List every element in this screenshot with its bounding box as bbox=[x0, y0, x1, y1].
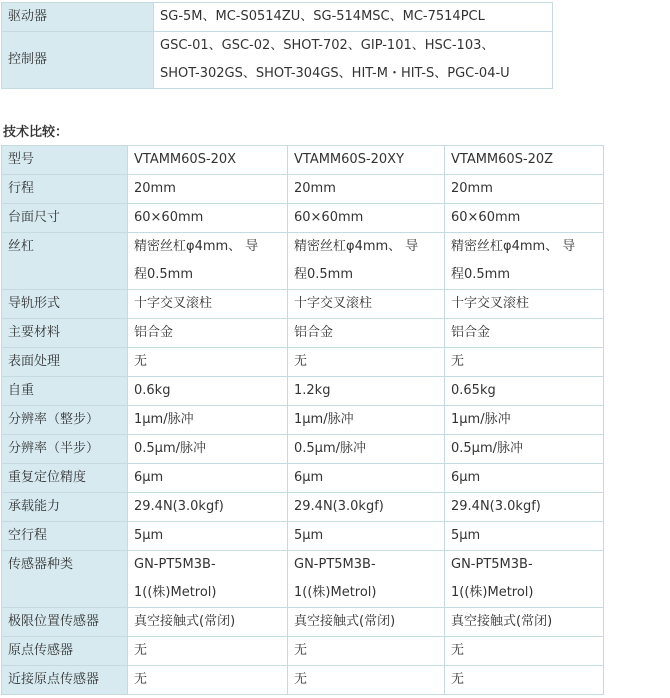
table-row bbox=[2, 377, 604, 406]
row-label: 表面处理 bbox=[2, 348, 128, 377]
table-cell: 1μm/脉冲 bbox=[128, 406, 288, 435]
cell-line: 程0.5mm bbox=[451, 267, 511, 282]
row-label: 原点传感器 bbox=[2, 637, 128, 666]
table-cell: 无 bbox=[128, 666, 288, 695]
table-row bbox=[2, 406, 604, 435]
table-cell: 真空接触式(常闭) bbox=[128, 608, 288, 637]
table-cell bbox=[445, 551, 604, 608]
row-label: 极限位置传感器 bbox=[2, 608, 128, 637]
spec-comparison-table bbox=[1, 145, 604, 695]
row-label: 近接原点传感器 bbox=[2, 666, 128, 695]
table-cell: 无 bbox=[128, 348, 288, 377]
table-cell: 无 bbox=[445, 637, 604, 666]
cell-line: GN-PT5M3B- bbox=[451, 557, 533, 572]
table-cell: VTAMM60S-20X bbox=[128, 146, 288, 175]
table-cell: 无 bbox=[288, 666, 445, 695]
table-cell: 无 bbox=[288, 348, 445, 377]
table-row bbox=[2, 32, 553, 89]
table-cell: 60×60mm bbox=[288, 204, 445, 233]
row-label: 行程 bbox=[2, 175, 128, 204]
table-row bbox=[2, 290, 604, 319]
row-label: 重复定位精度 bbox=[2, 464, 128, 493]
compatible-devices-table bbox=[1, 2, 553, 89]
table-cell: 真空接触式(常闭) bbox=[288, 608, 445, 637]
table-cell: 十字交叉滚柱 bbox=[128, 290, 288, 319]
row-label: 分辨率（整步） bbox=[2, 406, 128, 435]
table-row bbox=[2, 551, 604, 608]
row-value: SG-5M、MC-S0514ZU、SG-514MSC、MC-7514PCL bbox=[154, 3, 553, 32]
table-cell bbox=[128, 551, 288, 608]
table-cell: 无 bbox=[288, 637, 445, 666]
table-row bbox=[2, 233, 604, 290]
table-cell: 十字交叉滚柱 bbox=[288, 290, 445, 319]
cell-line: GN-PT5M3B- bbox=[134, 557, 216, 572]
row-label: 控制器 bbox=[2, 32, 154, 89]
cell-line: 精密丝杠φ4mm、 导 bbox=[134, 239, 259, 254]
table-cell: VTAMM60S-20XY bbox=[288, 146, 445, 175]
row-label: 分辨率（半步） bbox=[2, 435, 128, 464]
table-row bbox=[2, 464, 604, 493]
table-cell: 6μm bbox=[288, 464, 445, 493]
cell-line: 1((株)Metrol) bbox=[134, 585, 217, 600]
table-cell: 60×60mm bbox=[445, 204, 604, 233]
value-line: SHOT-302GS、SHOT-304GS、HIT-M・HIT-S、PGC-04-U bbox=[160, 66, 510, 81]
table-cell: 铝合金 bbox=[445, 319, 604, 348]
table-cell: 29.4N(3.0kgf) bbox=[445, 493, 604, 522]
table-cell: 29.4N(3.0kgf) bbox=[128, 493, 288, 522]
table-cell: 无 bbox=[445, 348, 604, 377]
cell-line: GN-PT5M3B- bbox=[294, 557, 376, 572]
table-cell: 1μm/脉冲 bbox=[288, 406, 445, 435]
table-cell: 无 bbox=[128, 637, 288, 666]
table-cell bbox=[288, 551, 445, 608]
table-cell: 5μm bbox=[128, 522, 288, 551]
row-label: 承载能力 bbox=[2, 493, 128, 522]
table-row bbox=[2, 3, 553, 32]
table-cell: 6μm bbox=[128, 464, 288, 493]
row-label: 型号 bbox=[2, 146, 128, 175]
cell-line: 精密丝杠φ4mm、 导 bbox=[294, 239, 419, 254]
table-cell: 无 bbox=[445, 666, 604, 695]
table-cell bbox=[288, 233, 445, 290]
row-label: 空行程 bbox=[2, 522, 128, 551]
section-heading: 技术比较： bbox=[3, 125, 69, 140]
row-value bbox=[154, 32, 553, 89]
cell-line: 程0.5mm bbox=[294, 267, 354, 282]
table-cell: 1μm/脉冲 bbox=[445, 406, 604, 435]
table-cell: 0.5μm/脉冲 bbox=[445, 435, 604, 464]
table-cell: 0.5μm/脉冲 bbox=[128, 435, 288, 464]
table-row bbox=[2, 435, 604, 464]
table-cell: 1.2kg bbox=[288, 377, 445, 406]
row-label: 传感器种类 bbox=[2, 551, 128, 608]
table-cell: 0.5μm/脉冲 bbox=[288, 435, 445, 464]
cell-line: 1((株)Metrol) bbox=[451, 585, 534, 600]
table-row bbox=[2, 175, 604, 204]
table-cell: 6μm bbox=[445, 464, 604, 493]
row-label: 自重 bbox=[2, 377, 128, 406]
row-label: 台面尺寸 bbox=[2, 204, 128, 233]
table-cell: 十字交叉滚柱 bbox=[445, 290, 604, 319]
table-cell: 5μm bbox=[288, 522, 445, 551]
row-label: 丝杠 bbox=[2, 233, 128, 290]
table-row bbox=[2, 522, 604, 551]
cell-line: 1((株)Metrol) bbox=[294, 585, 377, 600]
table-row bbox=[2, 146, 604, 175]
table-cell: 20mm bbox=[128, 175, 288, 204]
cell-line: 程0.5mm bbox=[134, 267, 194, 282]
table-cell: 0.65kg bbox=[445, 377, 604, 406]
table-row bbox=[2, 319, 604, 348]
table-cell: 0.6kg bbox=[128, 377, 288, 406]
value-line: GSC-01、GSC-02、SHOT-702、GIP-101、HSC-103、 bbox=[160, 38, 495, 53]
table-row bbox=[2, 608, 604, 637]
cell-line: 精密丝杠φ4mm、 导 bbox=[451, 239, 576, 254]
table-cell: 5μm bbox=[445, 522, 604, 551]
table-row bbox=[2, 204, 604, 233]
table-row bbox=[2, 666, 604, 695]
table-cell bbox=[445, 233, 604, 290]
table-row bbox=[2, 348, 604, 377]
table-cell: 20mm bbox=[288, 175, 445, 204]
table-row bbox=[2, 493, 604, 522]
row-label: 驱动器 bbox=[2, 3, 154, 32]
table-cell: 29.4N(3.0kgf) bbox=[288, 493, 445, 522]
table-cell: 20mm bbox=[445, 175, 604, 204]
table-cell: 铝合金 bbox=[128, 319, 288, 348]
table-cell: 真空接触式(常闭) bbox=[445, 608, 604, 637]
table-cell bbox=[128, 233, 288, 290]
table-row bbox=[2, 637, 604, 666]
row-label: 主要材料 bbox=[2, 319, 128, 348]
table-cell: VTAMM60S-20Z bbox=[445, 146, 604, 175]
table-cell: 60×60mm bbox=[128, 204, 288, 233]
table-cell: 铝合金 bbox=[288, 319, 445, 348]
row-label: 导轨形式 bbox=[2, 290, 128, 319]
